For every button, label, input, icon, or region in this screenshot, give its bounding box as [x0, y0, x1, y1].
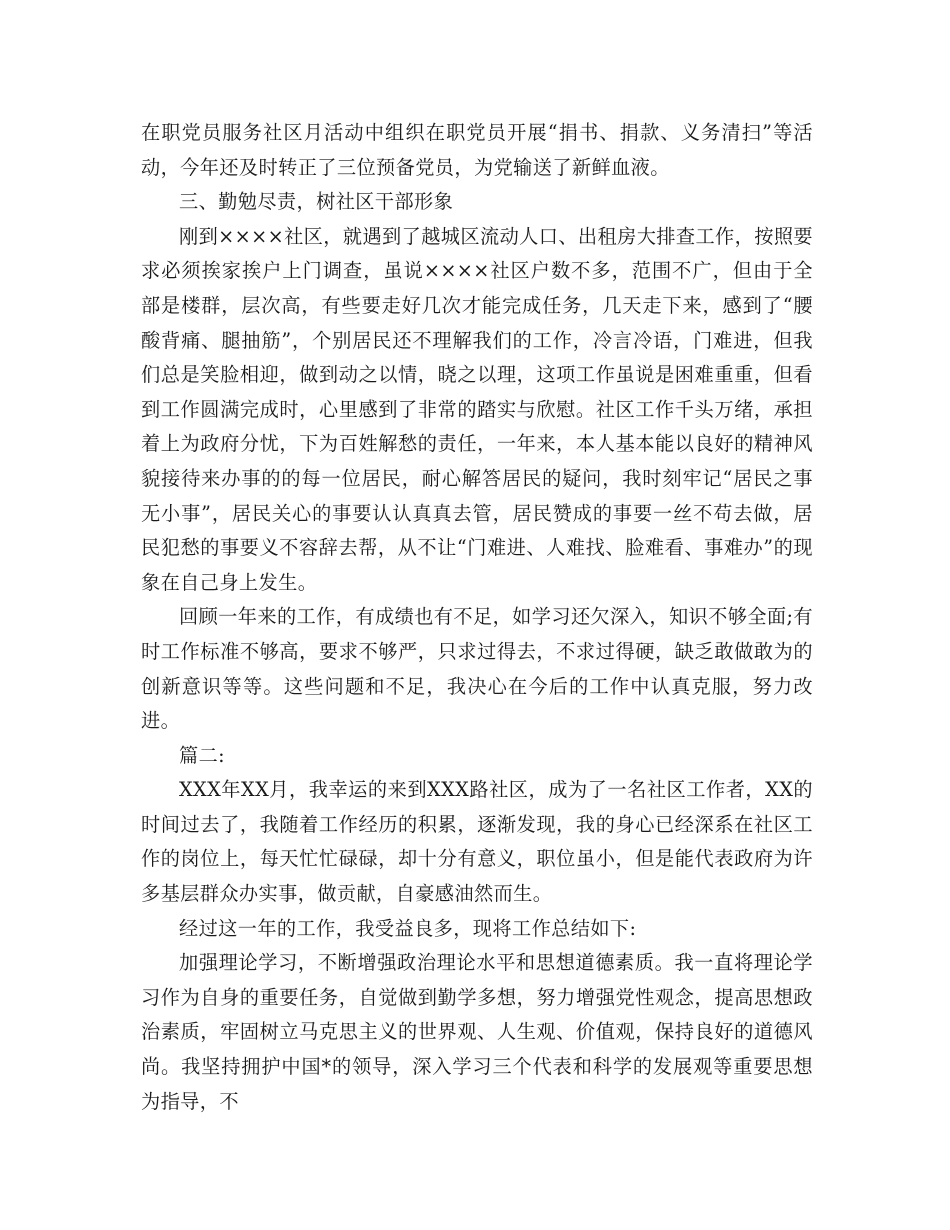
paragraph-community-work: 刚到××××社区，就遇到了越城区流动人口、出租房大排查工作，按照要求必须挨家挨户上门调查，虽说××××社区户数不多，范围不广，但由于全部是楼群，层次高，有些要走好几次才能完成任务，几天走下来，感到了“腰酸背痛、腿抽筋”，个别居民还不理解我们的工作，冷言冷语，门难进，但我们总是笑脸相迎，做到动之以情，晓之以理，这项工作虽说是困难重重，但看到工作圆满完成时，心里感到了非常的踏实与欣慰。社区工作千头万绪，承担着上为政府分忧，下为百姓解愁的责任，一年来，本人基本能以良好的精神风貌接待来办事的的每一位居民，耐心解答居民的疑问，我时刻牢记“居民之事无小事”，居民关心的事要认认真真去管，居民赞成的事要一丝不苟去做，居民犯愁的事要义不容辞去帮，从不让“门难进、人难找、脸难看、事难办”的现象在自己身上发生。 [141, 224, 813, 594]
section-heading-part-two: 篇二: [179, 743, 226, 767]
paragraph-intro: XXX年XX月，我幸运的来到XXX路社区，成为了一名社区工作者，XX的时间过去了，我随着工作经历的积累，逐渐发现，我的身心已经深系在社区工作的岗位上，每天忙忙碌碌，却十分有意义，职位虽小，但是能代表政府为许多基层群众办实事，做贡献，自豪感油然而生。 [141, 778, 813, 906]
section-heading-3: 三、勤勉尽责，树社区干部形象 [179, 190, 454, 214]
paragraph-theory-study: 加强理论学习，不断增强政治理论水平和思想道德素质。我一直将理论学习作为自身的重要任务，自觉做到勤学多想，努力增强党性观念，提高思想政治素质，牢固树立马克思主义的世界观、人生观、价值观，保持良好的道德风尚。我坚持拥护中国*的领导，深入学习三个代表和科学的发展观等重要思想为指导，不 [141, 951, 813, 1113]
paragraph-review: 回顾一年来的工作，有成绩也有不足，如学习还欠深入，知识不够全面;有时工作标准不够高，要求不够严，只求过得去，不求过得硬，缺乏敢做敢为的创新意识等等。这些问题和不足，我决心在今后的工作中认真克服，努力改进。 [141, 605, 813, 733]
paragraph-continued: 在职党员服务社区月活动中组织在职党员开展“捐书、捐款、义务清扫”等活动，今年还及时转正了三位预备党员，为党输送了新鲜血液。 [141, 121, 813, 179]
paragraph-summary-lead: 经过这一年的工作，我受益良多，现将工作总结如下: [179, 916, 637, 940]
document-body [141, 116, 813, 1119]
